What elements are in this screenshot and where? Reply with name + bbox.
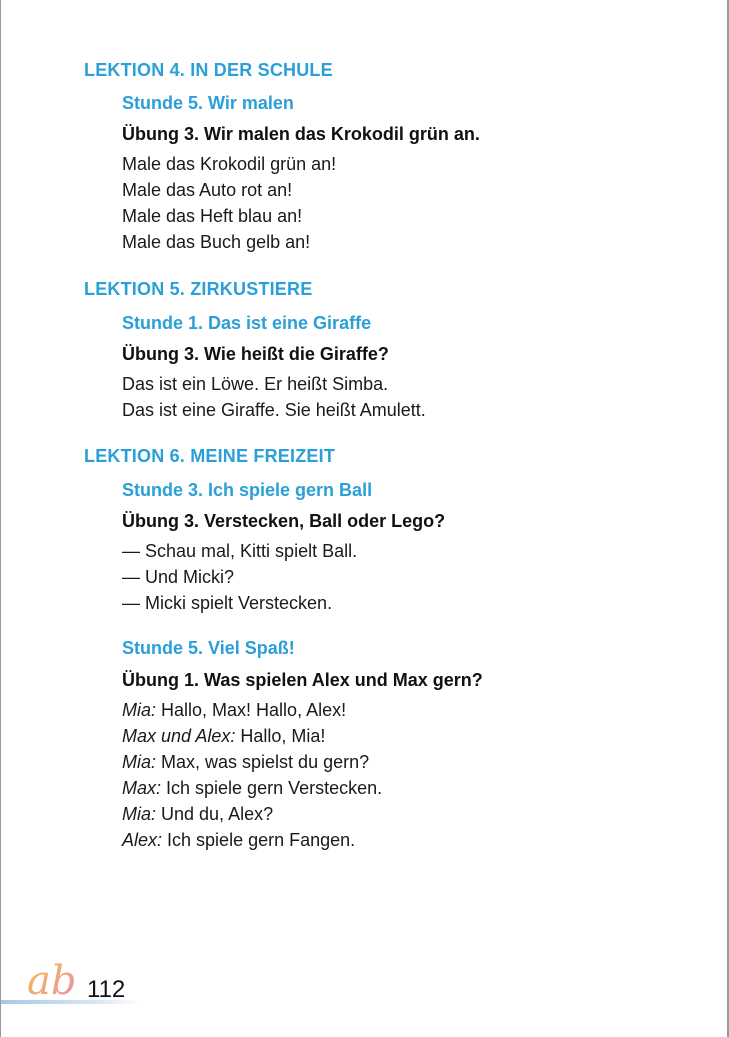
uebung-heading: Übung 3. Verstecken, Ball oder Lego? — [122, 511, 446, 531]
dialogue-line — [122, 726, 325, 747]
ab-logo-icon — [23, 950, 93, 1010]
stunde-heading: Stunde 1. Das ist eine Giraffe — [122, 313, 372, 333]
stunde-heading: Stunde 5. Wir malen — [122, 93, 294, 113]
text-line: Male das Heft blau an! — [122, 206, 303, 226]
uebung-heading: Übung 3. Wie heißt die Giraffe? — [122, 344, 389, 364]
text-line: Das ist eine Giraffe. Sie heißt Amulett. — [122, 400, 426, 420]
page-number: 112 — [87, 976, 126, 1003]
dialogue-line — [122, 752, 369, 773]
dialogue-line — [122, 700, 346, 721]
dialogue-line: — Und Micki? — [122, 567, 235, 587]
dialogue-line — [122, 804, 273, 825]
dialogue-text: Hallo, Mia! — [235, 726, 326, 746]
dialogue-text: Hallo, Max! Hallo, Alex! — [156, 700, 347, 720]
uebung-heading: Übung 3. Wir malen das Krokodil grün an. — [122, 124, 480, 144]
dialogue-line: — Schau mal, Kitti spielt Ball. — [122, 541, 358, 561]
speaker-name: Alex: — [122, 830, 163, 850]
lektion-6-heading: LEKTION 6. MEINE FREIZEIT — [84, 446, 336, 466]
dialogue-text: Und du, Alex? — [156, 804, 274, 824]
speaker-name: Mia: — [122, 700, 157, 720]
stunde-heading: Stunde 5. Viel Spaß! — [122, 638, 295, 658]
dialogue-text: Ich spiele gern Verstecken. — [161, 778, 383, 798]
text-line: Male das Buch gelb an! — [122, 232, 311, 252]
lektion-4-heading: LEKTION 4. IN DER SCHULE — [84, 60, 333, 80]
speaker-name: Mia: — [122, 804, 157, 824]
speaker-name: Max und Alex: — [122, 726, 236, 746]
stunde-heading: Stunde 3. Ich spiele gern Ball — [122, 480, 373, 500]
speaker-name: Max: — [122, 778, 162, 798]
dialogue-line — [122, 778, 382, 799]
dialogue-text: Ich spiele gern Fangen. — [162, 830, 356, 850]
dialogue-line — [122, 830, 355, 851]
lektion-5-heading: LEKTION 5. ZIRKUSTIERE — [84, 279, 313, 299]
dialogue-line: — Micki spielt Verstecken. — [122, 593, 333, 613]
text-line: Male das Krokodil grün an! — [122, 154, 337, 174]
svg-text:ab: ab — [27, 958, 77, 1004]
dialogue-text: Max, was spielst du gern? — [156, 752, 370, 772]
uebung-heading: Übung 1. Was spielen Alex und Max gern? — [122, 670, 483, 690]
speaker-name: Mia: — [122, 752, 157, 772]
text-line: Male das Auto rot an! — [122, 180, 293, 200]
text-line: Das ist ein Löwe. Er heißt Simba. — [122, 374, 389, 394]
